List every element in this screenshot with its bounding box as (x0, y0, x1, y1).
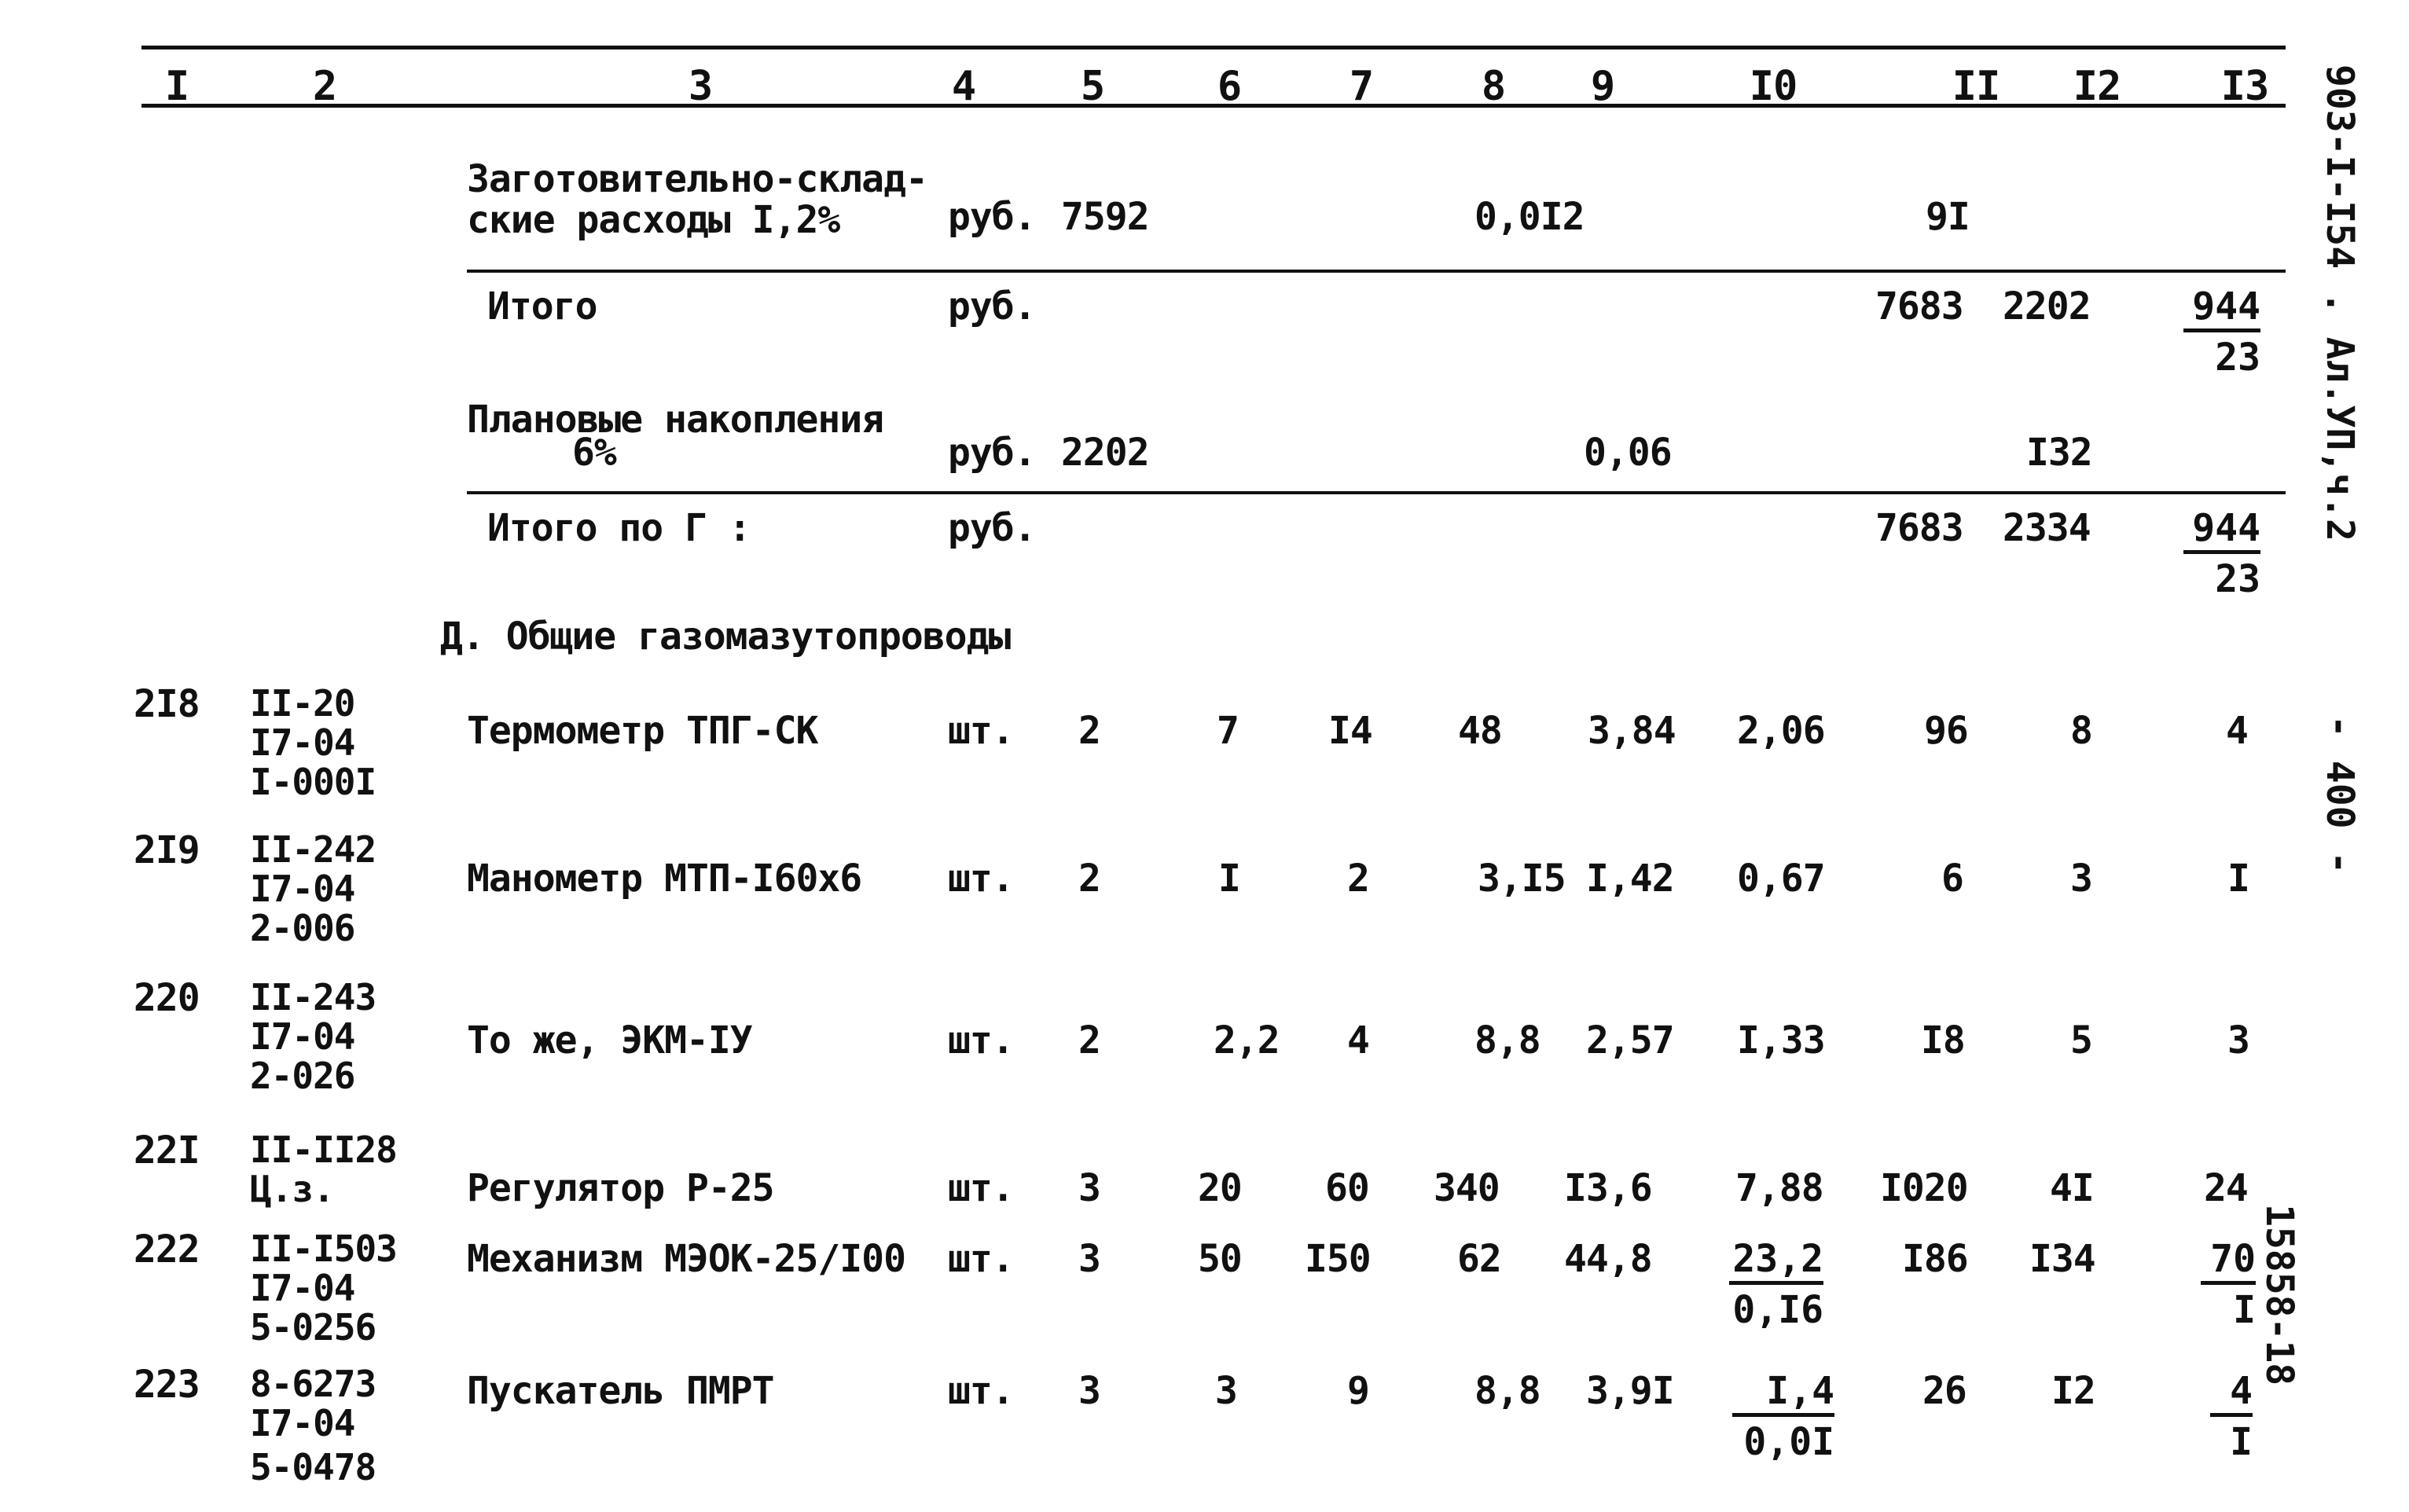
row-221-c13: 24 (2204, 1166, 2248, 1210)
header-col-13: I3 (2220, 63, 2269, 110)
total-col12: 2202 (2003, 284, 2091, 328)
row-219-c6: I (1218, 857, 1240, 901)
row-219-code-2: I7-04 (250, 868, 355, 910)
header-col-7: 7 (1349, 63, 1374, 110)
row-219-name: Манометр МТП-I60х6 (467, 857, 862, 901)
section-title: Д. Общие газомазутопроводы (440, 615, 1011, 659)
row-222-code-1: II-I503 (250, 1228, 397, 1270)
planned-col9: 0,06 (1584, 431, 1672, 475)
row-220-name: То же, ЭКМ-IУ (467, 1018, 752, 1062)
planned-col5: 2202 (1061, 431, 1149, 475)
row-218-code-2: I7-04 (250, 721, 355, 764)
row-221-c8: 340 (1434, 1166, 1500, 1210)
side-label-top: 903-I-I54 . Ал.УП,ч.2 (2318, 64, 2362, 541)
row-218-c10: 2,06 (1737, 709, 1825, 753)
row-222-c7: I50 (1305, 1237, 1371, 1281)
total-col13-top: 944 (2183, 288, 2260, 332)
row-223-unit: шт. (948, 1369, 1014, 1413)
header-col-11: II (1952, 63, 2000, 110)
row-220-unit: шт. (948, 1018, 1014, 1062)
row-222-code-2: I7-04 (250, 1267, 355, 1309)
row-218-c11: 96 (1924, 709, 1968, 753)
row-222-c10-fraction (1729, 1237, 1823, 1332)
total-col11: 7683 (1875, 284, 1963, 328)
row-221-c10: 7,88 (1735, 1166, 1823, 1210)
planned-unit: руб. (948, 431, 1036, 475)
row-219-code-1: II-242 (250, 828, 376, 871)
row-222-c13-top: 70 (2201, 1240, 2256, 1285)
row-222-c5: 3 (1078, 1237, 1100, 1281)
row-220-c6: 2,2 (1214, 1018, 1280, 1062)
row-220-c10: I,33 (1737, 1018, 1825, 1062)
row-223-c10-bottom: 0,0I (1743, 1420, 1834, 1464)
row-219-c10: 0,67 (1737, 857, 1825, 901)
row-218-c13: 4 (2226, 709, 2248, 753)
procurement-line-2: ские расходы I,2% (467, 198, 840, 242)
row-218-c7: I4 (1328, 709, 1372, 753)
row-218-name: Термометр ТПГ-СК (467, 709, 818, 753)
row-218-code-3: I-000I (250, 761, 376, 803)
row-223-c11: 26 (1922, 1369, 1966, 1413)
row-223-code-1: 8-6273 (250, 1363, 376, 1405)
summary-rule-1 (467, 270, 2286, 273)
row-220-c11: I8 (1921, 1018, 1965, 1062)
total-g-col11: 7683 (1875, 506, 1963, 550)
row-223-code-3: 5-0478 (250, 1446, 376, 1488)
row-222-code-3: 5-0256 (250, 1306, 376, 1349)
row-219-c8: 3,I5 (1478, 857, 1566, 901)
procurement-col5: 7592 (1061, 195, 1149, 239)
row-218-c12: 8 (2070, 709, 2092, 753)
row-223-c7: 9 (1347, 1369, 1369, 1413)
planned-line-1: Плановые накопления (467, 398, 884, 442)
row-218-code-1: II-20 (250, 682, 355, 725)
row-222-c10-bottom: 0,I6 (1732, 1288, 1823, 1332)
side-label-mid: - 400 - (2318, 715, 2362, 875)
planned-line-2: 6% (572, 431, 616, 475)
row-222-c8: 62 (1457, 1237, 1501, 1281)
row-220-c12: 5 (2070, 1018, 2092, 1062)
header-col-1: I (164, 63, 189, 110)
row-218-unit: шт. (948, 709, 1014, 753)
row-223-c10-fraction (1732, 1369, 1834, 1464)
row-223-c13-bottom: I (2230, 1420, 2253, 1464)
row-219-c11: 6 (1941, 857, 1963, 901)
row-218-c6: 7 (1217, 709, 1239, 753)
row-219-c9: I,42 (1586, 857, 1674, 901)
row-221-name: Регулятор Р-25 (467, 1166, 774, 1210)
row-222-c11: I86 (1902, 1237, 1968, 1281)
row-222-c13-fraction (2201, 1237, 2256, 1332)
row-219-c7: 2 (1347, 857, 1369, 901)
total-g-unit: руб. (948, 506, 1036, 550)
row-221-c12: 4I (2050, 1166, 2094, 1210)
header-col-8: 8 (1481, 63, 1506, 110)
header-col-6: 6 (1217, 63, 1242, 110)
row-219-c12: 3 (2070, 857, 2092, 901)
row-219-no: 2I9 (134, 828, 200, 872)
row-221-c9: I3,6 (1564, 1166, 1652, 1210)
row-219-c13: I (2227, 857, 2249, 901)
total-g-col13-fraction (2183, 506, 2260, 601)
top-header-rule (141, 46, 2286, 50)
row-219-c5: 2 (1078, 857, 1100, 901)
total-g-col13-top: 944 (2183, 509, 2260, 554)
row-219-code-3: 2-006 (250, 907, 355, 949)
row-223-c8: 8,8 (1474, 1369, 1541, 1413)
row-222-c10-top: 23,2 (1729, 1240, 1823, 1285)
row-222-c9: 44,8 (1564, 1237, 1652, 1281)
row-221-c5: 3 (1078, 1166, 1100, 1210)
row-222-c12: I34 (2029, 1237, 2095, 1281)
row-221-unit: шт. (948, 1166, 1014, 1210)
row-218-no: 2I8 (134, 682, 200, 726)
planned-col12: I32 (2026, 431, 2092, 475)
total-col13-fraction (2183, 284, 2260, 380)
procurement-unit: руб. (948, 195, 1036, 239)
row-223-c13-fraction (2210, 1369, 2253, 1464)
row-222-name: Механизм МЭОК-25/I00 (467, 1237, 905, 1281)
header-col-4: 4 (951, 63, 976, 110)
total-label: Итого (487, 284, 597, 328)
row-219-unit: шт. (948, 857, 1014, 901)
total-g-col12: 2334 (2003, 506, 2091, 550)
row-223-c13-top: 4 (2210, 1372, 2253, 1417)
row-223-c12: I2 (2051, 1369, 2095, 1413)
procurement-col8-9: 0,0I2 (1474, 195, 1585, 239)
row-222-unit: шт. (948, 1237, 1014, 1281)
side-label-bottom: 15858-18 (2257, 1204, 2301, 1386)
row-223-c9: 3,9I (1586, 1369, 1674, 1413)
row-221-code-2: Ц.з. (250, 1168, 334, 1210)
row-220-c8: 8,8 (1474, 1018, 1541, 1062)
row-220-no: 220 (134, 976, 200, 1020)
row-222-c13-bottom: I (2233, 1288, 2256, 1332)
row-221-no: 22I (134, 1128, 200, 1173)
row-220-c5: 2 (1078, 1018, 1100, 1062)
row-223-c5: 3 (1078, 1369, 1100, 1413)
header-col-10: I0 (1749, 63, 1798, 110)
procurement-col11: 9I (1926, 195, 1970, 239)
row-223-code-2: I7-04 (250, 1402, 355, 1444)
header-col-9: 9 (1590, 63, 1615, 110)
row-220-c9: 2,57 (1586, 1018, 1674, 1062)
row-222-c6: 50 (1198, 1237, 1242, 1281)
header-col-3: 3 (688, 63, 713, 110)
row-220-code-3: 2-026 (250, 1055, 355, 1097)
row-218-c9: 3,84 (1588, 709, 1676, 753)
row-220-code-1: II-243 (250, 976, 376, 1018)
row-222-no: 222 (134, 1228, 200, 1272)
header-col-12: I2 (2073, 63, 2121, 110)
total-col13-bottom: 23 (2215, 336, 2260, 380)
header-col-2: 2 (312, 63, 337, 110)
row-218-c5: 2 (1078, 709, 1100, 753)
row-221-c6: 20 (1198, 1166, 1242, 1210)
row-218-c8: 48 (1458, 709, 1502, 753)
row-220-c13: 3 (2227, 1018, 2249, 1062)
row-220-code-2: I7-04 (250, 1015, 355, 1058)
header-col-5: 5 (1080, 63, 1105, 110)
total-g-col13-bottom: 23 (2215, 557, 2260, 601)
summary-rule-2 (467, 491, 2286, 494)
row-221-c7: 60 (1325, 1166, 1369, 1210)
row-220-c7: 4 (1347, 1018, 1369, 1062)
row-221-c11: I020 (1880, 1166, 1968, 1210)
total-unit: руб. (948, 284, 1036, 328)
procurement-line-1: Заготовительно-склад- (467, 157, 927, 201)
row-223-no: 223 (134, 1363, 200, 1407)
row-223-c10-top: I,4 (1732, 1372, 1834, 1417)
total-g-label: Итого по Г : (487, 506, 751, 550)
row-223-name: Пускатель ПМРТ (467, 1369, 774, 1413)
row-221-code-1: II-II28 (250, 1128, 397, 1171)
row-223-c6: 3 (1215, 1369, 1237, 1413)
